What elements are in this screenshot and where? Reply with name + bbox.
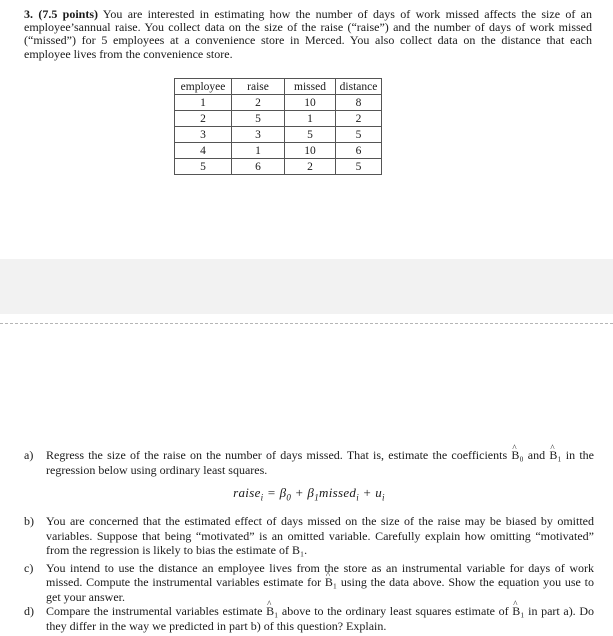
question-text: You are interested in estimating how the number of days of work missed affects the size of an employee’sannual raise. You collect data on the size of the raise (“raise”) and the number of days of work missed (“missed”) for 5 employees at a convenience store in Merced. You also collect data on the distance that each employee lives from the convenience store. [24, 7, 592, 61]
table-cell: 5 [336, 159, 382, 175]
eq-sub-i: i [260, 492, 264, 503]
part-a-text-2: in the regression below using ordinary least squares. [46, 448, 595, 477]
part-c-text-2: using the data above. Show the equation you use to get your answer. [46, 575, 595, 604]
eq-beta1: β [307, 485, 315, 500]
part-c [24, 561, 594, 605]
table-row [175, 95, 382, 111]
table-cell: 10 [285, 95, 336, 111]
table-cell: 8 [336, 95, 382, 111]
table-cell: 5 [175, 159, 232, 175]
eq-plus: + [291, 485, 308, 500]
table-row [175, 143, 382, 159]
table-cell: 10 [285, 143, 336, 159]
table-cell: 1 [285, 111, 336, 127]
part-c-text: You intend to use the distance an employee lives from the store as an instrumental variable for days of work missed. Compute the instrumental variables estimate for [46, 560, 594, 590]
table-cell: 3 [175, 127, 232, 143]
beta-hat-1: ^ B₁ [549, 448, 561, 463]
table-cell: 6 [232, 159, 285, 175]
table-cell: 2 [232, 95, 285, 111]
part-d-text-2: above to the ordinary least squares estimate of [278, 604, 513, 619]
eq-beta0: β [279, 485, 287, 500]
table-cell: 5 [285, 127, 336, 143]
question-intro [24, 8, 592, 61]
table-cell: 2 [336, 111, 382, 127]
regression-equation [24, 486, 594, 505]
page-break-divider [0, 323, 613, 324]
part-a [24, 448, 594, 477]
table-header-row [175, 79, 382, 95]
eq-sub-1: 1 [314, 492, 320, 503]
eq-equals: = [263, 485, 280, 500]
part-a-and: and [523, 448, 550, 462]
part-d-text-3: in part a). Do they differ in the way we predicted in part b) of this question? Explain. [46, 604, 594, 633]
table-cell: 1 [232, 143, 285, 159]
beta-hat-1: ^ B₁ [266, 604, 278, 619]
header-distance: distance [336, 79, 382, 95]
table-row [175, 111, 382, 127]
part-label: a) [24, 448, 34, 462]
eq-sub-i: i [382, 492, 385, 503]
header-missed: missed [285, 79, 336, 95]
beta-hat-1: ^ B₁ [325, 575, 337, 590]
table-cell: 2 [175, 111, 232, 127]
table-cell: 6 [336, 143, 382, 159]
question-number: 3. [24, 7, 33, 21]
eq-plus: + [359, 485, 376, 500]
header-raise: raise [232, 79, 285, 95]
part-label: b) [24, 514, 34, 529]
beta-hat-1: ^ B₁ [512, 604, 524, 619]
eq-u: u [375, 485, 383, 500]
part-b [24, 514, 594, 558]
eq-raise: raise [233, 485, 261, 500]
part-b-text: You are concerned that the estimated effect of days missed on the size of the raise may be biased by omitted variables. Suppose that being “motivated” is an omitted variable. Carefully explain how omitting “motivated” from the regression is likely to bias the estimate of B₁. [46, 514, 594, 558]
table-cell: 5 [336, 127, 382, 143]
blank-answer-band [0, 259, 613, 314]
eq-missed: missed [319, 485, 357, 500]
table-cell: 4 [175, 143, 232, 159]
part-label: d) [24, 604, 34, 619]
table-cell: 2 [285, 159, 336, 175]
table-cell: 5 [232, 111, 285, 127]
part-d-text: Compare the instrumental variables estimate [46, 604, 267, 619]
part-label: c) [24, 560, 34, 575]
part-a-text: Regress the size of the raise on the number of days missed. That is, estimate the coefficients [46, 448, 512, 462]
table-row [175, 127, 382, 143]
data-table [174, 78, 382, 175]
eq-sub-i: i [356, 492, 360, 503]
table-cell: 1 [175, 95, 232, 111]
eq-sub-0: 0 [286, 492, 292, 503]
beta-hat-0: ^ B₀ [511, 448, 523, 463]
table-cell: 3 [232, 127, 285, 143]
header-employee: employee [175, 79, 232, 95]
table-row [175, 159, 382, 175]
part-d [24, 604, 594, 633]
question-points: (7.5 points) [38, 7, 99, 21]
question-parts [24, 448, 594, 633]
